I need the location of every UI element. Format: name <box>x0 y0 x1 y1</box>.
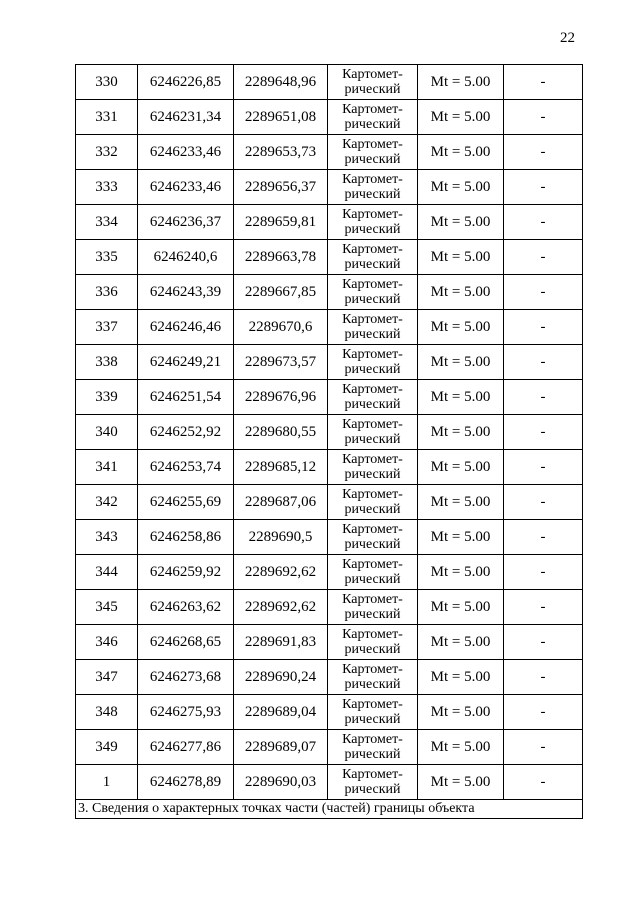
accuracy-cell: Mt = 5.00 <box>418 660 504 695</box>
method-line-2: рический <box>344 257 401 272</box>
x-coordinate-cell: 6246249,21 <box>138 345 234 380</box>
method-line-1: Картомет- <box>342 592 403 607</box>
point-number-cell: 349 <box>76 730 138 765</box>
table-row <box>76 765 583 800</box>
method-line-2: рический <box>344 362 401 377</box>
accuracy-cell: Mt = 5.00 <box>418 170 504 205</box>
y-coordinate-cell: 2289673,57 <box>234 345 328 380</box>
y-coordinate-cell: 2289663,78 <box>234 240 328 275</box>
method-line-1: Картомет- <box>342 767 403 782</box>
y-coordinate-cell: 2289690,5 <box>234 520 328 555</box>
point-number-cell: 336 <box>76 275 138 310</box>
accuracy-cell: Mt = 5.00 <box>418 625 504 660</box>
method-line-2: рический <box>344 432 401 447</box>
note-cell: - <box>504 660 583 695</box>
method-cell <box>328 730 418 765</box>
y-coordinate-cell: 2289653,73 <box>234 135 328 170</box>
table-row <box>76 65 583 100</box>
point-number-cell: 338 <box>76 345 138 380</box>
method-line-2: рический <box>344 117 401 132</box>
method-line-2: рический <box>344 712 401 727</box>
note-cell: - <box>504 275 583 310</box>
point-number-cell: 346 <box>76 625 138 660</box>
method-cell <box>328 240 418 275</box>
point-number-cell: 331 <box>76 100 138 135</box>
accuracy-cell: Mt = 5.00 <box>418 485 504 520</box>
method-cell <box>328 415 418 450</box>
method-cell <box>328 485 418 520</box>
page-number: 22 <box>560 30 575 46</box>
method-cell <box>328 100 418 135</box>
x-coordinate-cell: 6246246,46 <box>138 310 234 345</box>
point-number-cell: 341 <box>76 450 138 485</box>
point-number-cell: 332 <box>76 135 138 170</box>
method-line-1: Картомет- <box>342 67 403 82</box>
method-line-2: рический <box>344 187 401 202</box>
point-number-cell: 343 <box>76 520 138 555</box>
point-number-cell: 335 <box>76 240 138 275</box>
point-number-cell: 1 <box>76 765 138 800</box>
table-row <box>76 555 583 590</box>
y-coordinate-cell: 2289676,96 <box>234 380 328 415</box>
method-line-2: рический <box>344 502 401 517</box>
y-coordinate-cell: 2289651,08 <box>234 100 328 135</box>
method-line-1: Картомет- <box>342 627 403 642</box>
method-line-1: Картомет- <box>342 172 403 187</box>
accuracy-cell: Mt = 5.00 <box>418 205 504 240</box>
x-coordinate-cell: 6246273,68 <box>138 660 234 695</box>
x-coordinate-cell: 6246251,54 <box>138 380 234 415</box>
method-line-1: Картомет- <box>342 102 403 117</box>
method-line-1: Картомет- <box>342 312 403 327</box>
accuracy-cell: Mt = 5.00 <box>418 730 504 765</box>
table-row <box>76 205 583 240</box>
method-cell <box>328 135 418 170</box>
note-cell: - <box>504 135 583 170</box>
method-line-1: Картомет- <box>342 662 403 677</box>
table-row <box>76 345 583 380</box>
note-cell: - <box>504 415 583 450</box>
method-cell <box>328 345 418 380</box>
x-coordinate-cell: 6246255,69 <box>138 485 234 520</box>
accuracy-cell: Mt = 5.00 <box>418 520 504 555</box>
x-coordinate-cell: 6246231,34 <box>138 100 234 135</box>
y-coordinate-cell: 2289692,62 <box>234 590 328 625</box>
accuracy-cell: Mt = 5.00 <box>418 695 504 730</box>
accuracy-cell: Mt = 5.00 <box>418 240 504 275</box>
method-cell <box>328 450 418 485</box>
method-line-2: рический <box>344 467 401 482</box>
x-coordinate-cell: 6246226,85 <box>138 65 234 100</box>
y-coordinate-cell: 2289648,96 <box>234 65 328 100</box>
table-row <box>76 625 583 660</box>
y-coordinate-cell: 2289692,62 <box>234 555 328 590</box>
accuracy-cell: Mt = 5.00 <box>418 65 504 100</box>
method-cell <box>328 205 418 240</box>
point-number-cell: 333 <box>76 170 138 205</box>
table-row <box>76 695 583 730</box>
method-line-2: рический <box>344 607 401 622</box>
x-coordinate-cell: 6246277,86 <box>138 730 234 765</box>
table-row <box>76 450 583 485</box>
method-line-1: Картомет- <box>342 417 403 432</box>
y-coordinate-cell: 2289691,83 <box>234 625 328 660</box>
method-cell <box>328 660 418 695</box>
method-line-2: рический <box>344 747 401 762</box>
section-heading-row <box>76 800 583 819</box>
method-line-1: Картомет- <box>342 732 403 747</box>
y-coordinate-cell: 2289680,55 <box>234 415 328 450</box>
method-line-1: Картомет- <box>342 207 403 222</box>
note-cell: - <box>504 590 583 625</box>
accuracy-cell: Mt = 5.00 <box>418 590 504 625</box>
point-number-cell: 345 <box>76 590 138 625</box>
x-coordinate-cell: 6246233,46 <box>138 135 234 170</box>
method-line-1: Картомет- <box>342 382 403 397</box>
y-coordinate-cell: 2289656,37 <box>234 170 328 205</box>
method-cell <box>328 170 418 205</box>
note-cell: - <box>504 310 583 345</box>
table-row <box>76 520 583 555</box>
note-cell: - <box>504 765 583 800</box>
method-cell <box>328 590 418 625</box>
accuracy-cell: Mt = 5.00 <box>418 100 504 135</box>
accuracy-cell: Mt = 5.00 <box>418 415 504 450</box>
x-coordinate-cell: 6246278,89 <box>138 765 234 800</box>
point-number-cell: 337 <box>76 310 138 345</box>
method-line-2: рический <box>344 82 401 97</box>
method-line-1: Картомет- <box>342 522 403 537</box>
boundary-points-table <box>75 64 583 819</box>
table-row <box>76 415 583 450</box>
x-coordinate-cell: 6246258,86 <box>138 520 234 555</box>
y-coordinate-cell: 2289659,81 <box>234 205 328 240</box>
x-coordinate-cell: 6246240,6 <box>138 240 234 275</box>
method-line-2: рический <box>344 572 401 587</box>
table-row <box>76 380 583 415</box>
accuracy-cell: Mt = 5.00 <box>418 310 504 345</box>
table-row <box>76 590 583 625</box>
method-line-1: Картомет- <box>342 277 403 292</box>
method-line-2: рический <box>344 537 401 552</box>
x-coordinate-cell: 6246243,39 <box>138 275 234 310</box>
table-row <box>76 170 583 205</box>
x-coordinate-cell: 6246252,92 <box>138 415 234 450</box>
note-cell: - <box>504 345 583 380</box>
x-coordinate-cell: 6246259,92 <box>138 555 234 590</box>
x-coordinate-cell: 6246233,46 <box>138 170 234 205</box>
note-cell: - <box>504 205 583 240</box>
method-cell <box>328 765 418 800</box>
method-line-1: Картомет- <box>342 557 403 572</box>
method-line-2: рический <box>344 152 401 167</box>
method-line-2: рический <box>344 642 401 657</box>
note-cell: - <box>504 625 583 660</box>
point-number-cell: 342 <box>76 485 138 520</box>
method-line-1: Картомет- <box>342 697 403 712</box>
x-coordinate-cell: 6246263,62 <box>138 590 234 625</box>
method-cell <box>328 625 418 660</box>
x-coordinate-cell: 6246253,74 <box>138 450 234 485</box>
note-cell: - <box>504 65 583 100</box>
accuracy-cell: Mt = 5.00 <box>418 380 504 415</box>
point-number-cell: 339 <box>76 380 138 415</box>
point-number-cell: 348 <box>76 695 138 730</box>
method-line-2: рический <box>344 292 401 307</box>
y-coordinate-cell: 2289689,07 <box>234 730 328 765</box>
accuracy-cell: Mt = 5.00 <box>418 275 504 310</box>
accuracy-cell: Mt = 5.00 <box>418 135 504 170</box>
table-row <box>76 100 583 135</box>
method-cell <box>328 695 418 730</box>
accuracy-cell: Mt = 5.00 <box>418 765 504 800</box>
x-coordinate-cell: 6246275,93 <box>138 695 234 730</box>
table-row <box>76 730 583 765</box>
method-cell <box>328 555 418 590</box>
x-coordinate-cell: 6246268,65 <box>138 625 234 660</box>
method-line-1: Картомет- <box>342 242 403 257</box>
point-number-cell: 330 <box>76 65 138 100</box>
table-row <box>76 240 583 275</box>
note-cell: - <box>504 695 583 730</box>
method-line-1: Картомет- <box>342 347 403 362</box>
x-coordinate-cell: 6246236,37 <box>138 205 234 240</box>
method-line-2: рический <box>344 222 401 237</box>
y-coordinate-cell: 2289689,04 <box>234 695 328 730</box>
table-row <box>76 485 583 520</box>
table-row <box>76 310 583 345</box>
point-number-cell: 334 <box>76 205 138 240</box>
note-cell: - <box>504 450 583 485</box>
point-number-cell: 347 <box>76 660 138 695</box>
y-coordinate-cell: 2289687,06 <box>234 485 328 520</box>
accuracy-cell: Mt = 5.00 <box>418 555 504 590</box>
note-cell: - <box>504 170 583 205</box>
note-cell: - <box>504 380 583 415</box>
y-coordinate-cell: 2289667,85 <box>234 275 328 310</box>
note-cell: - <box>504 485 583 520</box>
method-line-1: Картомет- <box>342 487 403 502</box>
method-line-2: рический <box>344 677 401 692</box>
method-cell <box>328 65 418 100</box>
method-line-2: рический <box>344 327 401 342</box>
note-cell: - <box>504 520 583 555</box>
table-row <box>76 135 583 170</box>
section-heading: 3. Сведения о характерных точках части (частей) границы объекта <box>76 800 583 819</box>
note-cell: - <box>504 730 583 765</box>
table-row <box>76 275 583 310</box>
y-coordinate-cell: 2289690,03 <box>234 765 328 800</box>
method-cell <box>328 310 418 345</box>
method-line-2: рический <box>344 782 401 797</box>
method-cell <box>328 520 418 555</box>
method-line-1: Картомет- <box>342 137 403 152</box>
y-coordinate-cell: 2289670,6 <box>234 310 328 345</box>
point-number-cell: 340 <box>76 415 138 450</box>
point-number-cell: 344 <box>76 555 138 590</box>
note-cell: - <box>504 100 583 135</box>
note-cell: - <box>504 240 583 275</box>
method-cell <box>328 380 418 415</box>
method-line-2: рический <box>344 397 401 412</box>
table-row <box>76 660 583 695</box>
accuracy-cell: Mt = 5.00 <box>418 345 504 380</box>
y-coordinate-cell: 2289685,12 <box>234 450 328 485</box>
accuracy-cell: Mt = 5.00 <box>418 450 504 485</box>
y-coordinate-cell: 2289690,24 <box>234 660 328 695</box>
method-cell <box>328 275 418 310</box>
note-cell: - <box>504 555 583 590</box>
method-line-1: Картомет- <box>342 452 403 467</box>
table-body <box>76 65 583 800</box>
